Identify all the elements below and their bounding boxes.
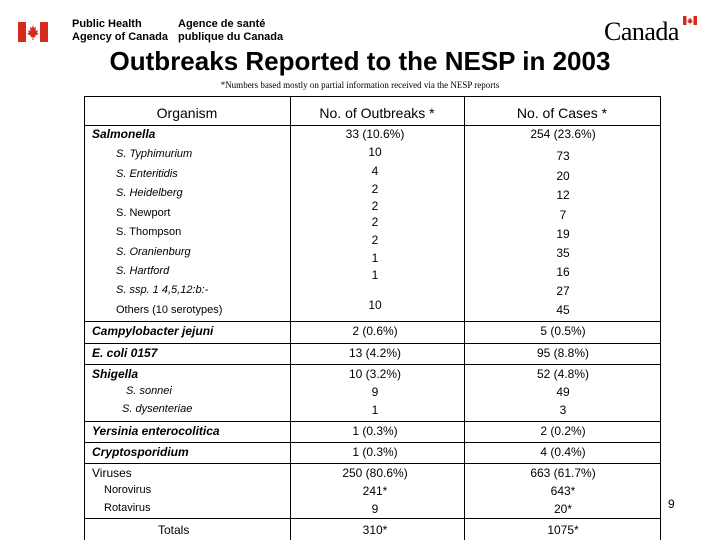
cases-norovirus: 643* <box>550 484 576 498</box>
cases-salmonella: 254 (23.6%) <box>530 127 596 141</box>
outbreaks-s-thompson: 2 <box>371 215 379 229</box>
cases-s-ssp: 27 <box>556 284 570 298</box>
organism-s-enteritidis: S. Enteritidis <box>116 168 178 180</box>
organism-s-oranienburg: S. Oranienburg <box>116 246 191 258</box>
agency-name-english <box>72 18 168 44</box>
organism-others: Others (10 serotypes) <box>116 304 223 316</box>
organism-s-heidelberg: S. Heidelberg <box>116 187 183 199</box>
cases-s-heidelberg: 12 <box>556 188 570 202</box>
organism-shigella: Shigella <box>92 367 139 381</box>
outbreaks-s-sonnei: 9 <box>371 385 379 399</box>
outbreaks-s-hartford: 1 <box>371 251 379 265</box>
outbreaks-s-oranienburg: 2 <box>371 233 379 247</box>
cases-s-newport: 7 <box>559 208 567 222</box>
outbreaks-viruses: 250 (80.6%) <box>342 466 408 480</box>
outbreaks-s-typhimurium: 10 <box>368 145 382 159</box>
organism-s-typhimurium: S. Typhimurium <box>116 148 193 160</box>
page-number: 9 <box>668 497 675 511</box>
outbreaks-ecoli: 13 (4.2%) <box>348 346 402 360</box>
row-divider <box>84 518 661 519</box>
totals-label: Totals <box>158 523 190 537</box>
outbreaks-others: 10 <box>368 298 382 312</box>
outbreaks-s-ssp: 1 <box>371 268 379 282</box>
organism-s-newport: S. Newport <box>116 207 171 219</box>
row-divider <box>84 364 661 365</box>
organism-s-thompson: S. Thompson <box>116 226 182 238</box>
row-divider <box>84 442 661 443</box>
outbreaks-norovirus: 241* <box>362 484 388 498</box>
cases-s-thompson: 19 <box>556 227 570 241</box>
maple-leaf-icon <box>26 22 40 42</box>
outbreaks-s-heidelberg: 2 <box>371 182 379 196</box>
column-header-organism: Organism <box>156 105 218 121</box>
outbreaks-yersinia: 1 (0.3%) <box>352 424 398 438</box>
cases-cryptosporidium: 4 (0.4%) <box>540 445 586 459</box>
row-divider <box>84 343 661 344</box>
cases-s-hartford: 16 <box>556 265 570 279</box>
organism-s-hartford: S. Hartford <box>116 265 170 277</box>
outbreaks-rotavirus: 9 <box>371 502 379 516</box>
outbreaks-campylobacter: 2 (0.6%) <box>352 324 398 338</box>
organism-cryptosporidium: Cryptosporidium <box>92 445 189 459</box>
cases-shigella: 52 (4.8%) <box>536 367 590 381</box>
row-divider <box>84 421 661 422</box>
column-divider <box>290 96 291 540</box>
cases-s-oranienburg: 35 <box>556 246 570 260</box>
agency-fr-line1: Agence de santé <box>178 18 266 30</box>
organism-s-sonnei: S. sonnei <box>126 385 172 397</box>
agency-en-line1: Public Health <box>72 18 142 30</box>
canada-wordmark: Canada <box>604 17 679 46</box>
outbreaks-s-newport: 2 <box>371 199 379 213</box>
outbreaks-s-dysenteriae: 1 <box>371 403 379 417</box>
column-header-outbreaks: No. of Outbreaks * <box>319 105 435 121</box>
organism-s-dysenteriae: S. dysenteriae <box>122 403 193 415</box>
outbreaks-shigella: 10 (3.2%) <box>348 367 402 381</box>
organism-norovirus: Norovirus <box>104 484 152 496</box>
organism-yersinia: Yersinia enterocolitica <box>92 424 220 438</box>
agency-fr-line2: publique du Canada <box>178 31 284 43</box>
slide-title: Outbreaks Reported to the NESP in 2003 <box>109 46 611 76</box>
cases-s-sonnei: 49 <box>556 385 570 399</box>
outbreaks-cryptosporidium: 1 (0.3%) <box>352 445 398 459</box>
cases-campylobacter: 5 (0.5%) <box>540 324 586 338</box>
cases-others: 45 <box>556 303 570 317</box>
slide-subtitle: *Numbers based mostly on partial information received via the NESP reports <box>220 80 500 90</box>
cases-rotavirus: 20* <box>553 502 573 516</box>
totals-outbreaks: 310* <box>362 523 388 537</box>
outbreaks-salmonella: 33 (10.6%) <box>345 127 405 141</box>
table-border-left <box>84 96 85 540</box>
organism-rotavirus: Rotavirus <box>104 502 151 514</box>
organism-s-ssp: S. ssp. 1 4,5,12:b:- <box>116 284 209 296</box>
cases-s-enteritidis: 20 <box>556 169 570 183</box>
table-border-top <box>84 96 661 97</box>
row-divider <box>84 321 661 322</box>
cases-ecoli: 95 (8.8%) <box>536 346 590 360</box>
cases-s-dysenteriae: 3 <box>559 403 567 417</box>
canada-flag-icon <box>18 22 48 42</box>
row-divider <box>84 463 661 464</box>
agency-en-line2: Agency of Canada <box>72 31 168 43</box>
organism-ecoli: E. coli 0157 <box>92 346 158 360</box>
agency-name-french <box>178 18 283 44</box>
organism-viruses: Viruses <box>92 466 132 480</box>
cases-s-typhimurium: 73 <box>556 149 570 163</box>
column-header-cases: No. of Cases * <box>516 105 608 121</box>
header-divider <box>84 125 661 126</box>
wordmark-flag-icon <box>683 16 697 25</box>
cases-viruses: 663 (61.7%) <box>530 466 596 480</box>
totals-cases: 1075* <box>547 523 579 537</box>
organism-salmonella: Salmonella <box>92 127 156 141</box>
cases-yersinia: 2 (0.2%) <box>540 424 586 438</box>
outbreaks-s-enteritidis: 4 <box>371 164 379 178</box>
organism-campylobacter: Campylobacter jejuni <box>92 324 214 338</box>
